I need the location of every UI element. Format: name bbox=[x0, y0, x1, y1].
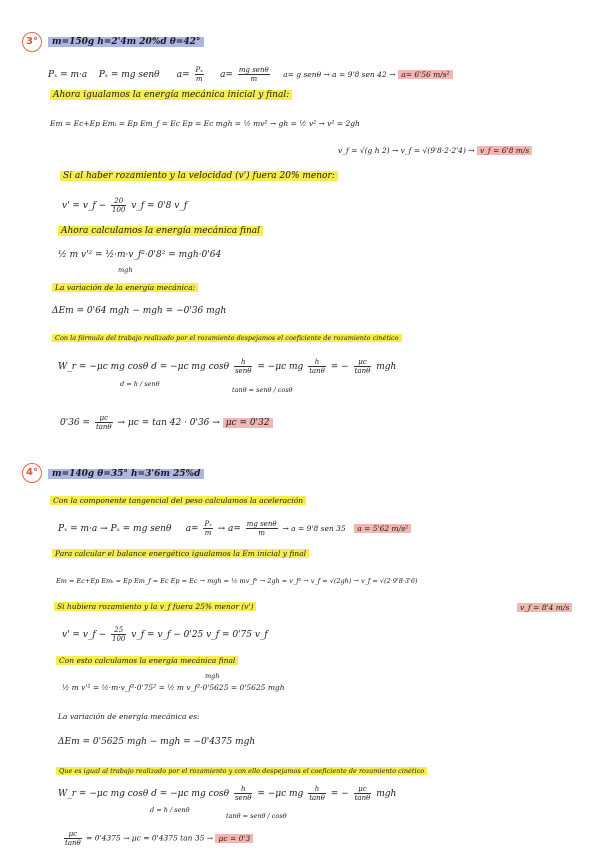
p4-work-frac3: $\frac{\mu c}{\tan\theta}$ bbox=[354, 785, 371, 802]
p4-work-end: mgh bbox=[376, 789, 397, 799]
p3-heading-emfinal: Ahora calculamos la energía mecánica final bbox=[58, 226, 263, 237]
p3-work-frac3: $\frac{\mu c}{\tan\theta}$ bbox=[354, 358, 371, 375]
p4-final-mid: = 0'4375 → μc = 0'4375 tan 35 → bbox=[86, 833, 214, 843]
p3-emfinal-under: mgh bbox=[118, 266, 133, 274]
p3-a1-lhs: a= bbox=[176, 70, 190, 80]
p4-heading-friction: Si hubiera rozamiento y la v_f fuera 25% menor (v') bbox=[54, 601, 256, 612]
p4-accel-b-fraction: $\frac{\text{Pₓ}}{m}$ bbox=[204, 520, 212, 537]
p4-heading-emfinal: Con esto calculamos la energía mecánica final bbox=[56, 655, 238, 666]
p3-a2-fraction bbox=[238, 66, 270, 83]
p4-work-eq: W_r = −μc mg cosθ d = −μc mg cosθ bbox=[58, 789, 230, 799]
p4-vf-result: v_f = 8'4 m/s bbox=[517, 603, 572, 612]
p4-note-d: d = h / senθ bbox=[150, 806, 190, 814]
p3-vprime-lhs: v' = v_f − bbox=[62, 201, 107, 211]
p3-final-lhs: 0'36 = bbox=[60, 418, 91, 428]
p4-final-fraction: $\frac{\mu c}{\tan\theta}$ bbox=[65, 830, 81, 847]
p3-final-line bbox=[60, 414, 273, 431]
problem-3-given-data: m=150g h=2'4m 20%d θ=42° bbox=[48, 37, 204, 47]
problem-3-number: 3° bbox=[22, 32, 42, 52]
p3-a2-lhs: a= bbox=[220, 70, 233, 80]
p4-accel-line bbox=[58, 520, 411, 537]
p4-emfinal-top: mgh bbox=[205, 672, 220, 680]
p3-a1-fraction bbox=[195, 66, 204, 83]
p3-vprime-rhs: v_f = 0'8 v_f bbox=[131, 201, 188, 211]
problem-4-given bbox=[48, 469, 204, 480]
problem-4-number: 4° bbox=[22, 463, 42, 483]
p3-velocity-calc: v_f = √(g h 2) → v_f = √(9'8·2·2'4) → bbox=[338, 146, 475, 155]
p4-emfinal-eq: ½ m v'² = ½·m·v_f²·0'75² = ½ m v_f²·0'5625 = 0'5625 mgh bbox=[62, 683, 285, 692]
p4-heading-balance: Para calcular el balance energético igualamos la Em inicial y final bbox=[52, 548, 309, 559]
p3-vprime-den: 100 bbox=[112, 206, 126, 214]
p3-note-tan: tanθ = senθ / cosθ bbox=[232, 386, 293, 394]
p3-accel-result: a= 6'56 m/s² bbox=[398, 70, 452, 79]
p4-accel-result: a = 5'62 m/s² bbox=[354, 524, 411, 533]
p4-work-frac1: $\frac{h}{\text{senθ}}$ bbox=[234, 785, 252, 802]
p3-velocity-line bbox=[338, 145, 532, 156]
p4-accel-c-fraction: $\frac{\text{mg senθ}}{m}$ bbox=[246, 520, 277, 537]
p3-heading-friction: Si al haber rozamiento y la velocidad (v') fuera 20% menor: bbox=[60, 171, 338, 182]
p3-heading-energy: Ahora igualamos la energía mecánica inicial y final: bbox=[50, 90, 292, 101]
p4-accel-c-lhs: → a= bbox=[217, 524, 241, 534]
p4-balance-eq: Em = Ec+Ep Emᵢ = Ep Em_f = Ec Ep = Ec → mgh = ½ mv_f² → 2gh = v_f² → v_f = √(2gh) → v_f = √(2·9'8·3'6) bbox=[56, 577, 418, 585]
p3-work-eq: W_r = −μc mg cosθ d = −μc mg cosθ bbox=[58, 362, 230, 372]
p3-energy-equation: Em = Ec+Ep Emᵢ = Ep Em_f = Ec Ep = Ec mgh = ½ mv² → gh = ½ v² → v² = 2gh bbox=[50, 119, 360, 128]
p3-delta-em: ΔEm = 0'64 mgh − mgh = −0'36 mgh bbox=[52, 306, 227, 316]
p4-accel-d: → a = 9'8 sen 35 bbox=[282, 524, 346, 533]
p3-a2-den: m bbox=[250, 75, 258, 83]
p3-emfinal-eq: ½ m v'² = ½·m·v_f²·0'8² = mgh·0'64 bbox=[58, 250, 222, 260]
p4-note-tan: tanθ = senθ / cosθ bbox=[226, 812, 287, 820]
p3-work-frac2: $\frac{h}{\tan\theta}$ bbox=[309, 358, 325, 375]
p3-final-result: μc = 0'32 bbox=[223, 418, 273, 428]
p3-a1-num: Pₓ bbox=[195, 66, 203, 74]
p3-heading-work: Con la fórmula del trabajo realizado por el rozamiento despejamos el coeficiente de rozamiento cinético bbox=[52, 333, 402, 344]
p3-final-mid: → μc = tan 42 · 0'36 → bbox=[117, 418, 220, 428]
p4-work-line bbox=[58, 785, 396, 802]
p3-vprime-line bbox=[62, 197, 187, 214]
p4-vprime-lhs: v' = v_f − bbox=[62, 630, 107, 640]
p4-heading-work: Que es igual al trabajo realizado por el rozamiento y con ello despejamos el coeficiente de rozamiento cinético bbox=[56, 766, 427, 777]
p3-a1-den: m bbox=[195, 75, 203, 83]
problem-3-given bbox=[48, 37, 204, 48]
p4-final-result: μc = 0'3 bbox=[215, 834, 253, 843]
p4-final-line bbox=[62, 830, 253, 847]
p4-work-mid: = −μc mg bbox=[257, 789, 304, 799]
p3-work-end: mgh bbox=[376, 362, 397, 372]
p3-work-frac1: $\frac{h}{\text{senθ}}$ bbox=[234, 358, 252, 375]
p3-note-d: d = h / senθ bbox=[120, 380, 160, 388]
p4-vprime-line bbox=[62, 626, 268, 643]
p3-work-line bbox=[58, 358, 396, 375]
p4-heading-accel: Con la componente tangencial del peso calculamos la aceleración bbox=[50, 495, 306, 506]
p3-newton: Pₓ = m·a bbox=[48, 70, 88, 80]
p4-vf-line bbox=[517, 602, 572, 613]
p4-work-eq2: = − bbox=[330, 789, 349, 799]
p4-vprime-rhs: v_f = v_f − 0'25 v_f = 0'75 v_f bbox=[131, 630, 268, 640]
p4-work-frac2: $\frac{h}{\tan\theta}$ bbox=[309, 785, 325, 802]
p3-a3: a= g senθ → a = 9'8 sen 42 → bbox=[283, 70, 396, 79]
p3-force-line bbox=[48, 66, 453, 83]
p4-delta-em: ΔEm = 0'5625 mgh − mgh = −0'4375 mgh bbox=[58, 737, 256, 747]
p3-a2-num: mg senθ bbox=[238, 66, 269, 74]
problem-4-given-data: m=140g θ=35° h=3'6m 25%d bbox=[48, 469, 204, 479]
p3-px: Pₓ = mg senθ bbox=[98, 70, 160, 80]
p4-accel-a: Pₓ = m·a → Pₓ = mg senθ bbox=[58, 524, 172, 534]
p4-vprime-fraction: $\frac{25}{100}$ bbox=[112, 626, 126, 643]
p3-work-eq2: = − bbox=[330, 362, 349, 372]
p4-accel-b-lhs: a= bbox=[185, 524, 199, 534]
p3-final-fraction: $\frac{\mu c}{\tan\theta}$ bbox=[95, 414, 112, 431]
p3-heading-variation: La variación de la energía mecánica: bbox=[52, 282, 198, 293]
p3-work-mid: = −μc mg bbox=[257, 362, 304, 372]
p4-heading-variation: La variación de energía mecánica es: bbox=[58, 712, 200, 721]
p3-vprime-fraction bbox=[111, 197, 126, 214]
p3-vprime-num: 20 bbox=[111, 197, 126, 206]
p3-velocity-result: v_f = 6'8 m/s bbox=[477, 146, 532, 155]
